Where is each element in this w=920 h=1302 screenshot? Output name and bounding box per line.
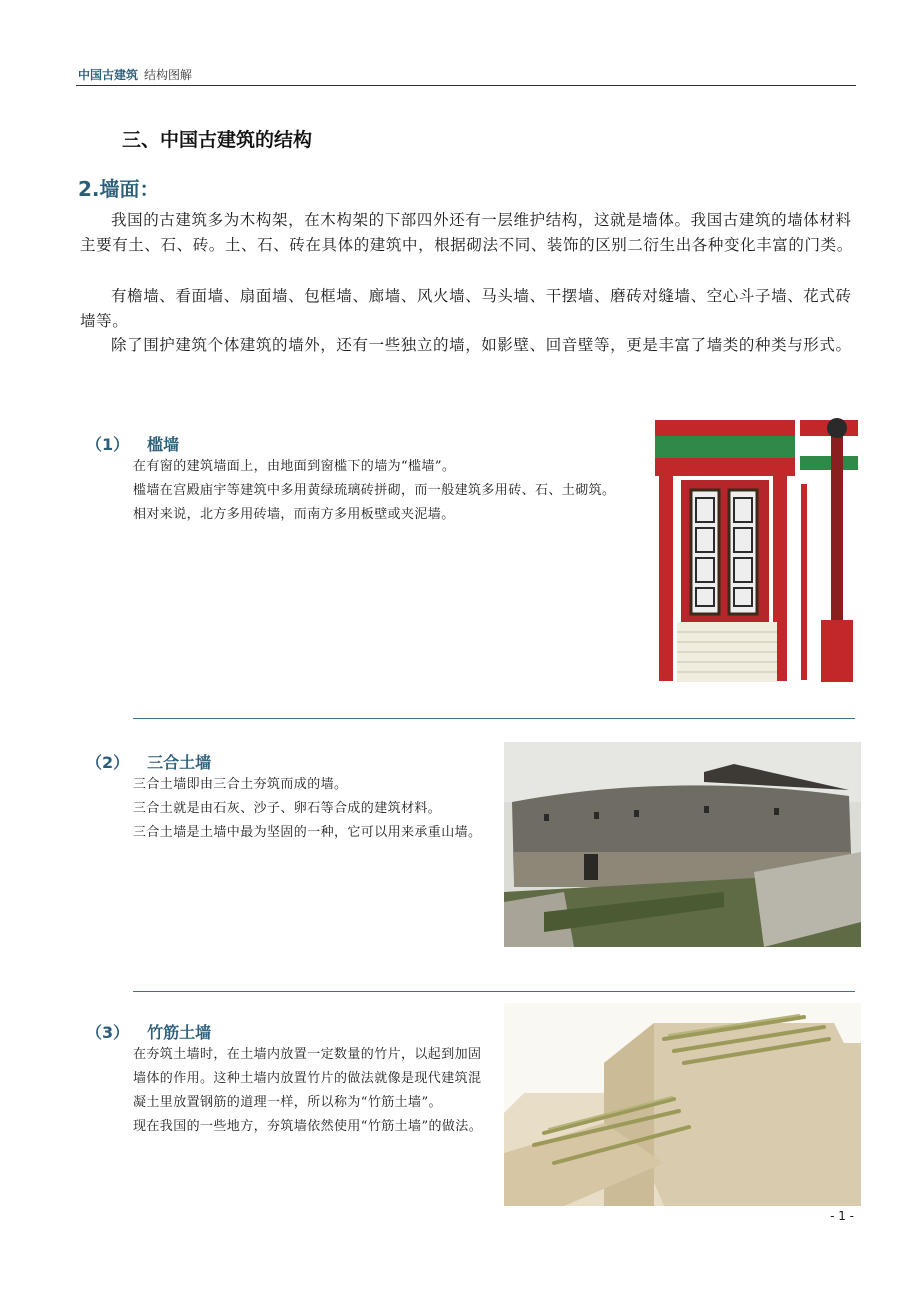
item-1-line-3: 相对来说，北方多用砖墙，而南方多用板壁或夹泥墙。 (133, 507, 455, 522)
item-3-name: 竹筋土墙 (147, 1023, 212, 1042)
item-1-number: （1） (86, 435, 130, 454)
item-1-name: 槛墙 (147, 435, 180, 454)
item-3-body (133, 1043, 489, 1139)
item-2-line-2: 三合土就是由石灰、沙子、卵石等合成的建筑材料。 (133, 801, 442, 816)
item-1-line-1: 在有窗的建筑墙面上，由地面到窗槛下的墙为“槛墙”。 (133, 459, 456, 474)
sub-title: 2.墙面： (78, 177, 160, 201)
item-1-line-2: 槛墙在宫殿庙宇等建筑中多用黄绿琉璃砖拼砌，而一般建筑多用砖、石、土砌筑。 (133, 483, 616, 498)
tulou-photo (504, 742, 861, 947)
item-2-body (133, 773, 489, 845)
intro-paragraph-3: 除了围护建筑个体建筑的墙外，还有一些独立的墙，如影壁、回音壁等，更是丰富了墙类的种类与形式。 (111, 336, 852, 354)
item-1-body (133, 455, 635, 527)
header-brand: 中国古建筑 (78, 68, 139, 82)
item-2-line-1: 三合土墙即由三合土夯筑而成的墙。 (133, 777, 348, 792)
divider-1 (133, 718, 855, 719)
item-2-line-3: 三合土墙是土墙中最为坚固的一种，它可以用来承重山墙。 (133, 825, 482, 840)
item-2-number: （2） (86, 753, 130, 772)
page-number: - 1 - (830, 1209, 854, 1223)
item-2-name: 三合土墙 (147, 753, 212, 772)
divider-2 (133, 991, 855, 992)
item-3-line-1: 在夯筑土墙时，在土墙内放置一定数量的竹片，以起到加固墙体的作用。这种土墙内放置竹片的做法就像是现代建筑混凝土里放置钢筋的道理一样，所以称为“竹筋土墙”。 (133, 1047, 482, 1110)
item-3-number: （3） (86, 1023, 130, 1042)
item-3-line-2: 现在我国的一些地方，夯筑墙依然使用“竹筋土墙”的做法。 (133, 1119, 483, 1134)
header-rule (76, 85, 856, 86)
item-2-heading (86, 750, 211, 773)
section-title: 三、中国古建筑的结构 (122, 129, 313, 151)
item-1-heading (86, 432, 179, 455)
kan-wall-illustration (655, 416, 861, 684)
bamboo-earth-wall-illustration (504, 1003, 861, 1206)
intro-paragraph-2: 有檐墙、看面墙、扇面墙、包框墙、廊墙、风火墙、马头墙、干摆墙、磨砖对缝墙、空心斗子墙、花式砖墙等。 (80, 287, 852, 330)
header-subtitle: 结构图解 (144, 68, 193, 82)
running-header (78, 66, 192, 83)
intro-paragraph-1: 我国的古建筑多为木构架，在木构架的下部四外还有一层维护结构，这就是墙体。我国古建筑的墙体材料主要有土、石、砖。土、石、砖在具体的建筑中，根据砌法不同、装饰的区别二衍生出各种变化丰富的门类。 (80, 211, 853, 254)
item-3-heading (86, 1020, 211, 1043)
